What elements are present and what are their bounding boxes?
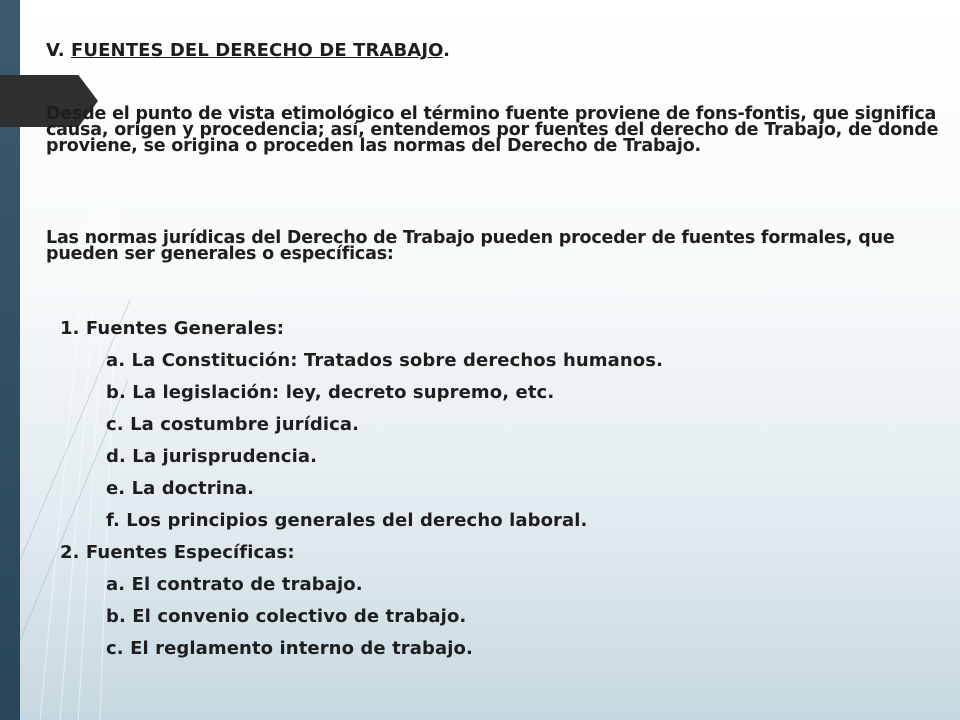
heading-title: FUENTES DEL DERECHO DE TRABAJO <box>71 40 444 61</box>
specific-source-item: c. El reglamento interno de trabajo. <box>106 638 473 659</box>
paragraph-etymology: Desde el punto de vista etimológico el término fuente proviene de fons-fontis, que significa causa, origen y procedencia; así, entendemos por fuentes del derecho de Trabajo, de donde proviene, se origina o proceden las normas del Derecho de Trabajo. <box>46 104 939 156</box>
general-source-item: a. La Constitución: Tratados sobre derechos humanos. <box>106 350 664 371</box>
general-source-item: f. Los principios generales del derecho laboral. <box>106 510 588 531</box>
heading-prefix: V. <box>46 40 72 61</box>
specific-sources-heading: 2. Fuentes Específicas: <box>60 542 295 563</box>
general-source-item: b. La legislación: ley, decreto supremo, etc. <box>106 382 555 403</box>
paragraph-formal-sources: Las normas jurídicas del Derecho de Trabajo pueden proceder de fuentes formales, que pueden ser generales o específicas: <box>46 228 895 264</box>
slide-heading <box>46 40 450 61</box>
general-source-item: e. La doctrina. <box>106 478 255 499</box>
general-source-item: c. La costumbre jurídica. <box>106 414 360 435</box>
specific-source-item: b. El convenio colectivo de trabajo. <box>106 606 467 627</box>
heading-suffix: . <box>443 40 451 61</box>
general-sources-heading: 1. Fuentes Generales: <box>60 318 285 339</box>
general-source-item: d. La jurisprudencia. <box>106 446 318 467</box>
specific-source-item: a. El contrato de trabajo. <box>106 574 363 595</box>
